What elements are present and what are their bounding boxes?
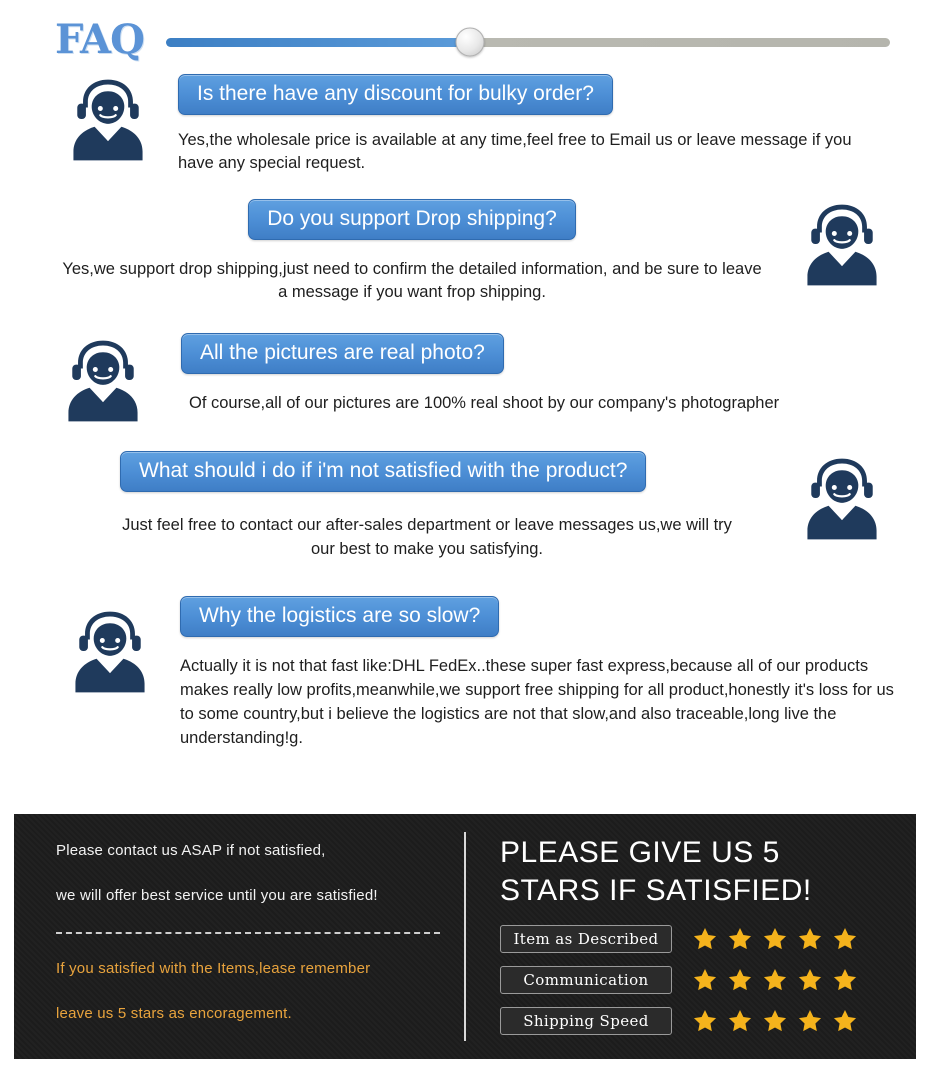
footer-contact-line-1: Please contact us ASAP if not satisfied, <box>56 842 326 859</box>
footer-vertical-divider <box>464 832 466 1041</box>
faq-item <box>0 562 930 751</box>
footer-headline-line-1: PLEASE GIVE US 5 <box>500 836 780 869</box>
faq-item <box>0 305 930 429</box>
faq-question: Is there have any discount for bulky order? <box>178 74 613 115</box>
star-icon <box>727 1008 753 1034</box>
footer-headline <box>500 834 898 911</box>
star-icon <box>692 926 718 952</box>
footer-headline-line-2: STARS IF SATISFIED! <box>500 874 812 908</box>
star-icon <box>832 926 858 952</box>
star-icon <box>727 926 753 952</box>
footer-right-panel <box>466 814 916 1059</box>
faq-question: Do you support Drop shipping? <box>248 199 576 240</box>
footer-review-line-2: leave us 5 stars as encoragement. <box>56 1005 292 1022</box>
star-icon <box>832 1008 858 1034</box>
slider-knob[interactable] <box>456 28 485 57</box>
footer-review-line-1: If you satisfied with the Items,lease remember <box>56 960 371 977</box>
rating-stars <box>692 967 858 993</box>
header-slider[interactable] <box>166 38 890 47</box>
faq-answer: Just feel free to contact our after-sales department or leave messages us,we will try our best to make you satisfying. <box>122 516 732 559</box>
star-icon <box>727 967 753 993</box>
faq-answer: Yes,the wholesale price is available at any time,feel free to Email us or leave message if you have any special request. <box>178 131 852 172</box>
star-icon <box>692 967 718 993</box>
faq-question: Why the logistics are so slow? <box>180 596 499 637</box>
faq-item <box>0 429 930 562</box>
rating-row <box>500 966 898 994</box>
star-icon <box>797 1008 823 1034</box>
faq-item <box>0 58 930 175</box>
customer-service-agent-icon <box>60 72 156 168</box>
footer-contact-line-2: we will offer best service until you are satisfied! <box>56 887 378 904</box>
footer-left-panel <box>14 814 466 1059</box>
rating-stars <box>692 1008 858 1034</box>
star-icon <box>762 967 788 993</box>
footer-divider <box>56 932 440 934</box>
rating-label: Communication <box>500 966 672 994</box>
rating-label: Item as Described <box>500 925 672 953</box>
faq-answer: Of course,all of our pictures are 100% real shoot by our company's photographer <box>189 394 780 413</box>
rating-label: Shipping Speed <box>500 1007 672 1035</box>
rating-row <box>500 925 898 953</box>
star-icon <box>762 926 788 952</box>
faq-answer: Yes,we support drop shipping,just need to confirm the detailed information, and be sure to leave a message if you want frop shipping. <box>62 259 762 302</box>
star-icon <box>762 1008 788 1034</box>
customer-service-agent-icon <box>62 604 158 700</box>
star-icon <box>692 1008 718 1034</box>
customer-service-agent-icon <box>55 333 151 429</box>
rating-stars <box>692 926 858 952</box>
star-icon <box>797 967 823 993</box>
star-icon <box>797 926 823 952</box>
customer-service-agent-icon <box>794 451 890 547</box>
faq-list <box>0 58 930 751</box>
faq-item <box>0 175 930 306</box>
faq-question: All the pictures are real photo? <box>181 333 504 374</box>
star-icon <box>832 967 858 993</box>
page-title: FAQ <box>55 16 144 63</box>
faq-header <box>0 0 930 63</box>
customer-service-agent-icon <box>794 197 890 293</box>
faq-answer: Actually it is not that fast like:DHL FedEx..these super fast express,because all of our products makes really low profits,meanwhile,we support free shipping for all product,honestly it's loss for us to some country,but i believe the logistics are not that slow,and also traceable,long live the understanding!g. <box>180 657 894 747</box>
footer-banner <box>14 814 916 1059</box>
faq-question: What should i do if i'm not satisfied with the product? <box>120 451 646 492</box>
rating-row <box>500 1007 898 1035</box>
